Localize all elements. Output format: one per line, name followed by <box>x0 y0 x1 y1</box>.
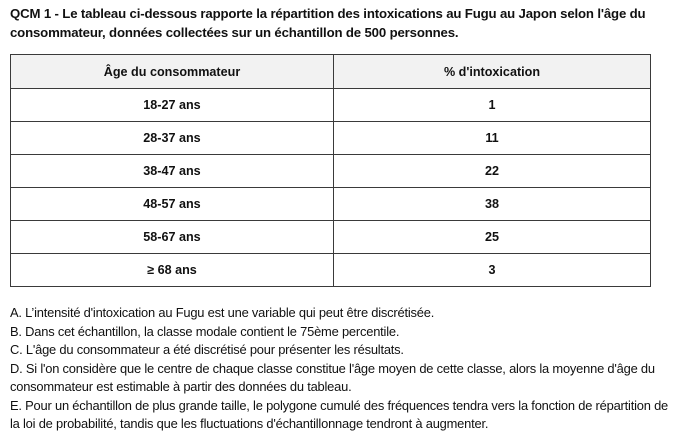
cell-age: 38-47 ans <box>11 155 334 188</box>
answer-a: A. L’intensité d'intoxication au Fugu est une variable qui peut être discrétisée. <box>10 305 435 320</box>
header-age: Âge du consommateur <box>11 55 334 89</box>
table-row <box>11 254 651 287</box>
answer-b: B. Dans cet échantillon, la classe modale contient le 75ème percentile. <box>10 323 400 339</box>
cell-age: 48-57 ans <box>11 188 334 221</box>
cell-age: 18-27 ans <box>11 89 334 122</box>
table-row <box>11 89 651 122</box>
answer-d: D. Si l'on considère que le centre de chaque classe constitue l'âge moyen de cette classe, alors la moyenne d'âge du consommateur est estimable à partir des données du tableau. <box>10 360 655 394</box>
cell-age: 28-37 ans <box>11 122 334 155</box>
cell-percent: 38 <box>334 188 651 221</box>
answer-list <box>10 304 678 434</box>
cell-age: 58-67 ans <box>11 221 334 254</box>
table-row <box>11 155 651 188</box>
cell-percent: 22 <box>334 155 651 188</box>
table-header-row <box>11 55 651 89</box>
answer-e: E. Pour un échantillon de plus grande taille, le polygone cumulé des fréquences tendra vers la fonction de répartition de la loi de probabilité, tandis que les fluctuations d'échantillonnage tendront à augmenter. <box>10 397 669 431</box>
header-percent: % d'intoxication <box>334 55 651 89</box>
table-row <box>11 122 651 155</box>
data-table <box>10 54 651 287</box>
table-row <box>11 188 651 221</box>
cell-percent: 3 <box>334 254 651 287</box>
question-text: QCM 1 - Le tableau ci-dessous rapporte la répartition des intoxications au Fugu au Japon selon l'âge du consommateur, données collectées sur un échantillon de 500 personnes. <box>10 6 646 40</box>
answer-c: C. L'âge du consommateur a été discrétisé pour présenter les résultats. <box>10 342 404 357</box>
cell-percent: 25 <box>334 221 651 254</box>
cell-percent: 11 <box>334 122 651 155</box>
cell-percent: 1 <box>334 89 651 122</box>
table-row <box>11 221 651 254</box>
cell-age: ≥ 68 ans <box>11 254 334 287</box>
